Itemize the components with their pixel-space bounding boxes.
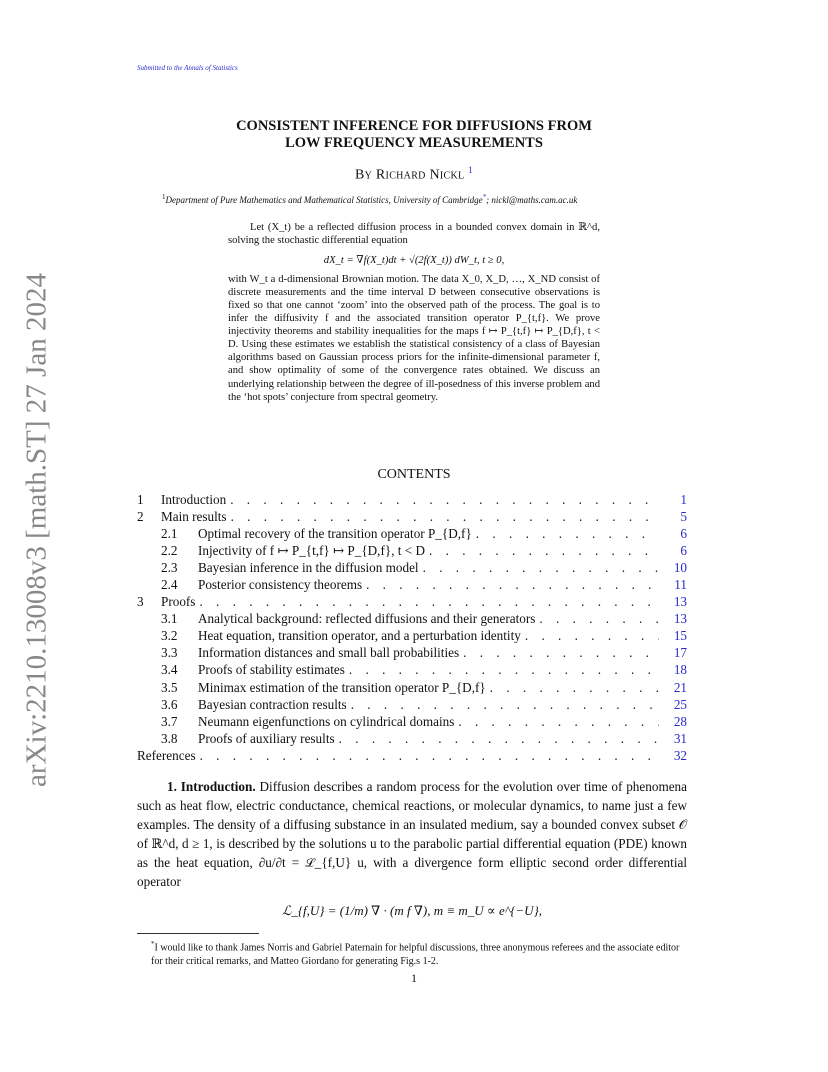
toc-leader [476,526,659,542]
toc-leader [351,697,659,713]
toc-entry[interactable] [137,714,687,731]
toc-entry[interactable] [137,731,687,748]
footnote [137,937,689,969]
toc-title: Bayesian contraction results [198,696,347,712]
introduction-text: Diffusion describes a random process for the evolution over time of phenomena such as heat flow, electric conductance, chemical reactions, or molecular dynamics, to name just a few examples. The density of a diffusing substance in an insulated medium, say a bounded convex subset 𝒪 of ℝ^d, d ≥ 1, is described by the solutions u to the parabolic partial differential equation (PDE) known as the heat equation, ∂u/∂t = ℒ_{f,U} u, with a divergence form elliptic second order differential operator [137,779,687,889]
toc-number: 3.5 [161,679,178,695]
title-line-2: LOW FREQUENCY MEASUREMENTS [285,135,543,151]
footnote-mark: * [151,940,155,948]
toc-page-link[interactable]: 1 [680,492,687,507]
table-of-contents [137,492,687,765]
toc-leader [231,509,659,525]
paper-title [0,118,828,152]
toc-page-link[interactable]: 18 [673,662,687,678]
toc-page-link[interactable]: 6 [680,526,687,542]
title-line-1: CONSISTENT INFERENCE FOR DIFFUSIONS FROM [236,118,592,134]
toc-entry[interactable] [137,645,687,662]
section-heading: 1. Introduction. [167,779,256,794]
toc-page-link[interactable]: 13 [673,611,687,627]
author-name: Richard Nickl [375,167,465,183]
toc-title: Proofs of auxiliary results [198,730,335,746]
toc-entry[interactable] [137,628,687,645]
toc-title: Analytical background: reflected diffusions and their generators [198,611,536,627]
toc-title: References [137,747,196,763]
toc-entry[interactable] [137,492,687,509]
toc-entry[interactable] [137,577,687,594]
toc-title: Minimax estimation of the transition operator P_{D,f} [198,679,486,695]
toc-entry[interactable] [137,662,687,679]
arxiv-identifier-stamp: arXiv:2210.13008v3 [math.ST] 27 Jan 2024 [20,273,53,787]
toc-title: Optimal recovery of the transition operator P_{D,f} [198,526,472,542]
toc-page-link[interactable]: 5 [680,509,687,525]
toc-number: 3.8 [161,730,178,746]
affiliation-dept: Department of Pure Mathematics and Mathematical Statistics, University of Cambridge [165,195,483,205]
abstract-paragraph-2: with W_t a d-dimensional Brownian motion. The data X_0, X_D, …, X_ND consist of discrete measurements and the time interval D between consecutive observations is fixed so that one cannot ‘zoom’ into the observed path of the process. The goal is to infer the diffusivity f and the associated transition operator P_{t,f}. We prove injectivity theorems and stability inequalities for the maps f ↦ P_{t,f} ↦ P_{D,f}, t < D. Using these estimates we establish the statistical consistency of a class of Bayesian algorithms based on Gaussian process priors for the infinite-dimensional parameter f, and show optimality of some of the convergence rates obtained. We discuss an underlying relationship between the degree of ill-posedness of this inverse problem and the ‘hot spots’ conjecture from spectral geometry. [228,274,600,403]
toc-entry[interactable] [137,680,687,697]
toc-leader [429,543,659,559]
toc-number: 2.4 [161,577,178,593]
toc-title: Heat equation, transition operator, and a perturbation identity [198,628,521,644]
author-affiliation-mark[interactable]: 1 [468,165,474,175]
toc-page-link[interactable]: 28 [673,713,687,729]
toc-entry[interactable] [137,543,687,560]
toc-number: 2 [137,509,144,525]
toc-entry[interactable] [137,526,687,543]
journal-header-link[interactable]: Submitted to the Annals of Statistics [137,64,238,72]
toc-number: 3.6 [161,696,178,712]
affiliation [162,193,577,205]
toc-entry[interactable] [137,611,687,628]
toc-leader [200,748,659,764]
affiliation-email: ; nickl@maths.cam.ac.uk [486,195,578,205]
author-line [0,165,828,184]
toc-number: 1 [137,492,144,507]
toc-entry[interactable] [137,509,687,526]
toc-leader [423,560,659,576]
toc-leader [463,645,659,661]
abstract-paragraph-1: Let (X_t) be a reflected diffusion process in a bounded convex domain in ℝ^d, solving the stochastic differential equation [228,222,600,247]
toc-page-link[interactable]: 32 [673,747,687,763]
toc-title: Introduction [161,492,227,507]
toc-entry-references[interactable] [137,748,687,765]
abstract-equation: dX_t = ∇f(X_t)dt + √(2f(X_t)) dW_t, t ≥ 0, [323,255,505,267]
toc-leader [199,594,659,610]
toc-title: Main results [161,509,227,525]
toc-leader [539,611,659,627]
toc-entry[interactable] [137,560,687,577]
toc-page-link[interactable]: 11 [674,577,687,593]
toc-number: 3.4 [161,662,178,678]
toc-entry[interactable] [137,594,687,611]
introduction-paragraph [137,777,687,891]
toc-title: Bayesian inference in the diffusion model [198,560,419,576]
page-number: 1 [411,971,417,985]
toc-leader [458,714,659,730]
toc-page-link[interactable]: 15 [673,628,687,644]
toc-number: 2.1 [161,526,178,542]
toc-title: Injectivity of f ↦ P_{t,f} ↦ P_{D,f}, t < D [198,543,426,559]
toc-number: 3 [137,594,144,610]
toc-title: Information distances and small ball probabilities [198,645,460,661]
toc-title: Posterior consistency theorems [198,577,363,593]
operator-equation: ℒ_{f,U} = (1/m) ∇ · (m f ∇), m ≡ m_U ∝ e^{−U}, [281,903,543,918]
toc-leader [525,628,659,644]
toc-title: Proofs [161,594,196,610]
toc-leader [490,680,659,696]
toc-leader [230,492,659,508]
toc-page-link[interactable]: 10 [673,560,687,576]
toc-number: 2.3 [161,560,178,576]
toc-title: Neumann eigenfunctions on cylindrical domains [198,713,455,729]
toc-page-link[interactable]: 21 [673,679,687,695]
toc-page-link[interactable]: 31 [673,730,687,746]
toc-number: 3.7 [161,713,178,729]
toc-page-link[interactable]: 25 [673,696,687,712]
contents-heading: CONTENTS [377,467,451,482]
toc-page-link[interactable]: 13 [673,594,687,610]
toc-leader [339,731,659,747]
toc-entry[interactable] [137,697,687,714]
affiliation-mark: 1 [162,193,166,201]
author-prefix: By [354,167,373,183]
toc-leader [349,662,659,678]
toc-number: 2.2 [161,543,178,559]
toc-number: 3.2 [161,628,178,644]
toc-number: 3.3 [161,645,178,661]
toc-page-link[interactable]: 6 [680,543,687,559]
toc-page-link[interactable]: 17 [673,645,687,661]
toc-title: Proofs of stability estimates [198,662,345,678]
abstract [228,221,600,404]
toc-leader [366,577,659,593]
footnote-divider [137,933,259,934]
footnote-link-star[interactable]: * [482,193,487,201]
toc-number: 3.1 [161,611,178,627]
introduction-section [137,777,687,920]
footnote-text: I would like to thank James Norris and Gabriel Paternain for helpful discussions, three anonymous referees and the associate editor for their critical remarks, and Matteo Giordano for generating Fig.s 1-2. [151,942,680,968]
